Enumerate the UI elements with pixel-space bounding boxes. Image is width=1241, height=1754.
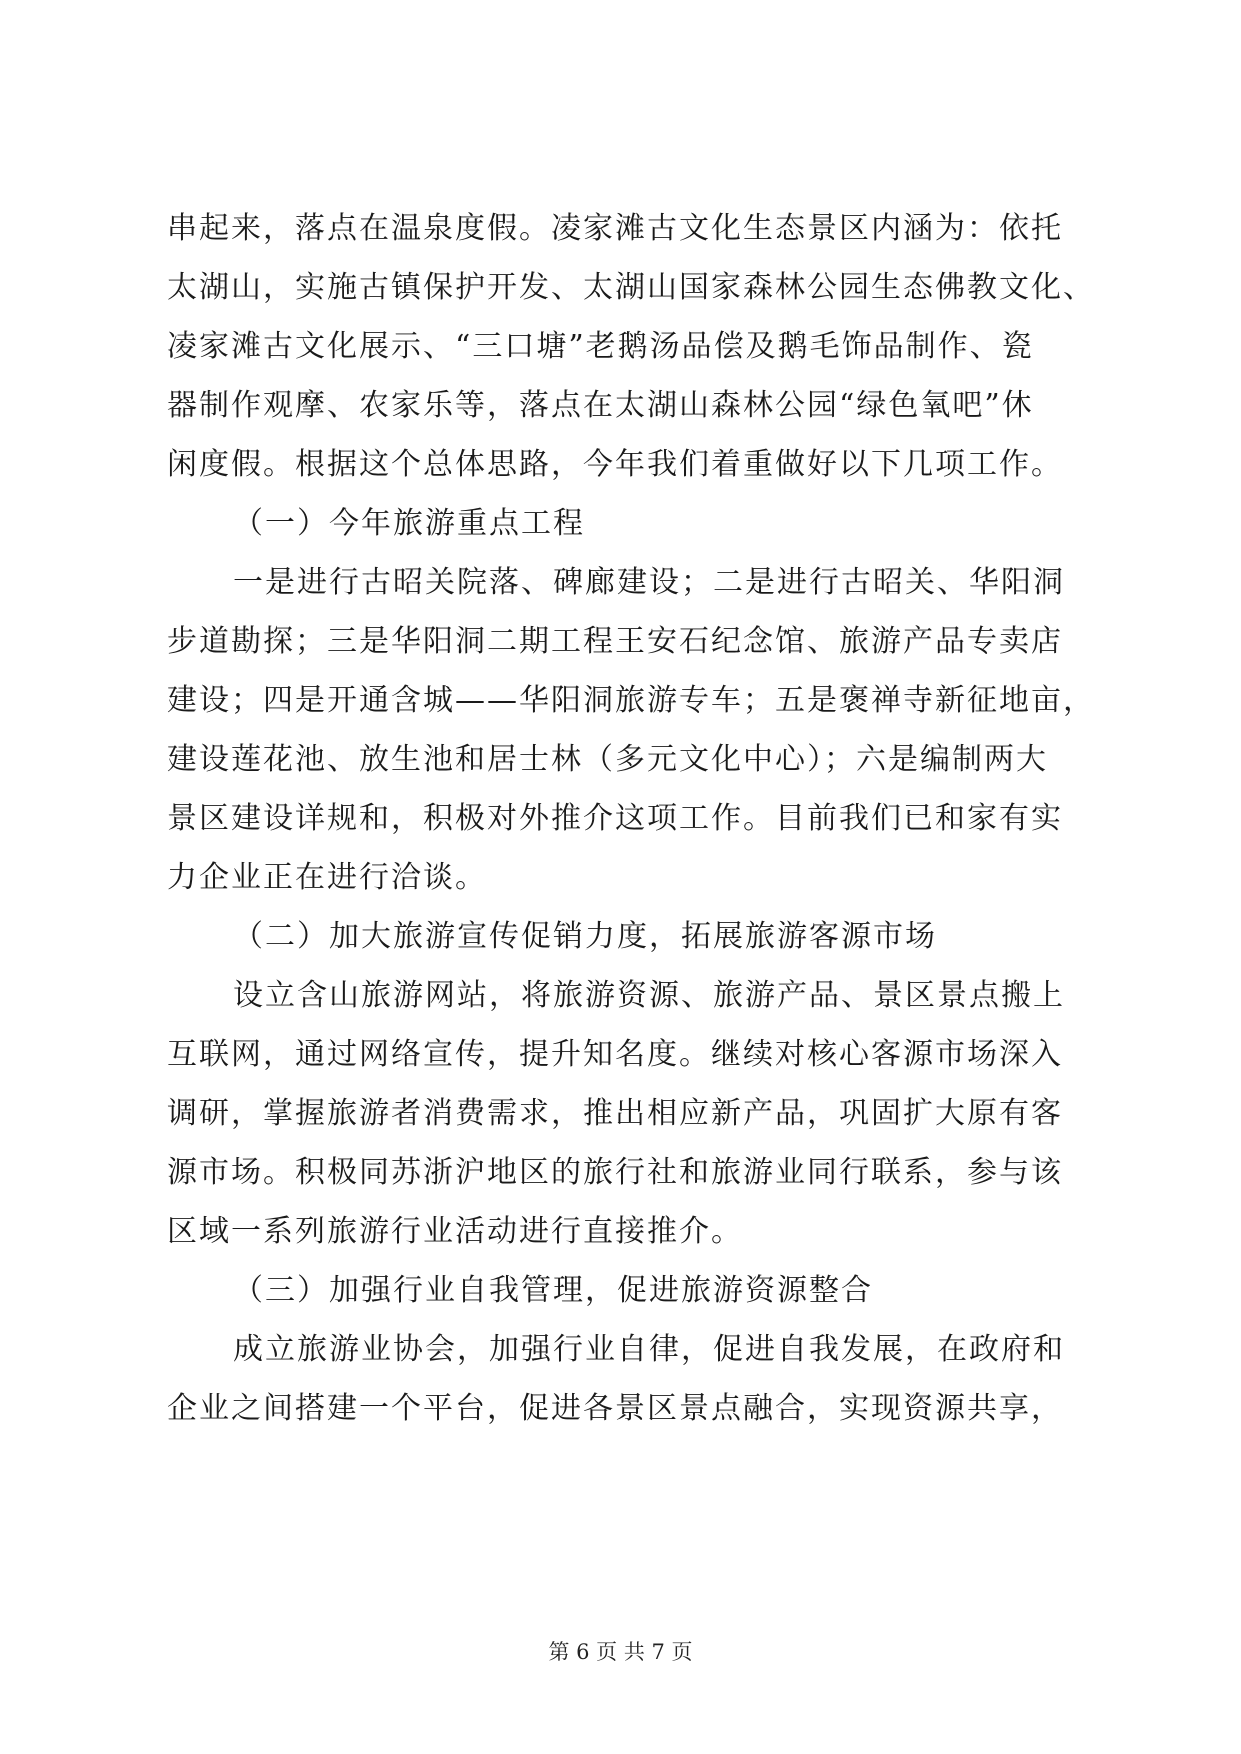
section-heading-3: （三）加强行业自我管理，促进旅游资源整合	[233, 1273, 873, 1308]
body-text-line: 设立含山旅游网站，将旅游资源、旅游产品、景区景点搬上	[233, 978, 1065, 1013]
body-text-line: 步道勘探；三是华阳洞二期工程王安石纪念馆、旅游产品专卖店	[167, 624, 1063, 659]
body-text-line: 互联网，通过网络宣传，提升知名度。继续对核心客源市场深入	[167, 1037, 1063, 1072]
body-text-line: 成立旅游业协会，加强行业自律，促进自我发展，在政府和	[233, 1332, 1065, 1367]
body-text-line: 力企业正在进行洽谈。	[167, 860, 487, 895]
section-heading-1: （一）今年旅游重点工程	[233, 506, 585, 541]
body-text-line: 建设；四是开通含城——华阳洞旅游专车；五是褒禅寺新征地亩，	[167, 683, 1095, 718]
body-text-line: 一是进行古昭关院落、碑廊建设；二是进行古昭关、华阳洞	[233, 565, 1065, 600]
body-text-line: 建设莲花池、放生池和居士林（多元文化中心）；六是编制两大	[167, 742, 1048, 777]
body-text-line: 景区建设详规和，积极对外推介这项工作。目前我们已和家有实	[167, 801, 1063, 836]
section-heading-2: （二）加大旅游宣传促销力度，拓展旅游客源市场	[233, 919, 937, 954]
body-text-line: 串起来，落点在温泉度假。凌家滩古文化生态景区内涵为：依托	[167, 211, 1063, 246]
body-text-line: 调研，掌握旅游者消费需求，推出相应新产品，巩固扩大原有客	[167, 1096, 1063, 1131]
body-text-line: 区域一系列旅游行业活动进行直接推介。	[167, 1214, 743, 1249]
body-text-line: 源市场。积极同苏浙沪地区的旅行社和旅游业同行联系，参与该	[167, 1155, 1063, 1190]
body-text-line: 太湖山，实施古镇保护开发、太湖山国家森林公园生态佛教文化、	[167, 270, 1095, 305]
body-text-line: 闲度假。根据这个总体思路，今年我们着重做好以下几项工作。	[167, 447, 1063, 482]
body-text-line: 企业之间搭建一个平台，促进各景区景点融合，实现资源共享，	[167, 1391, 1063, 1426]
body-text-line: 器制作观摩、农家乐等，落点在太湖山森林公园“绿色氧吧”休	[167, 388, 1034, 423]
body-text-line: 凌家滩古文化展示、“三口塘”老鹅汤品偿及鹅毛饰品制作、瓷	[167, 329, 1034, 364]
page-number-footer: 第 6 页 共 7 页	[548, 1640, 693, 1664]
